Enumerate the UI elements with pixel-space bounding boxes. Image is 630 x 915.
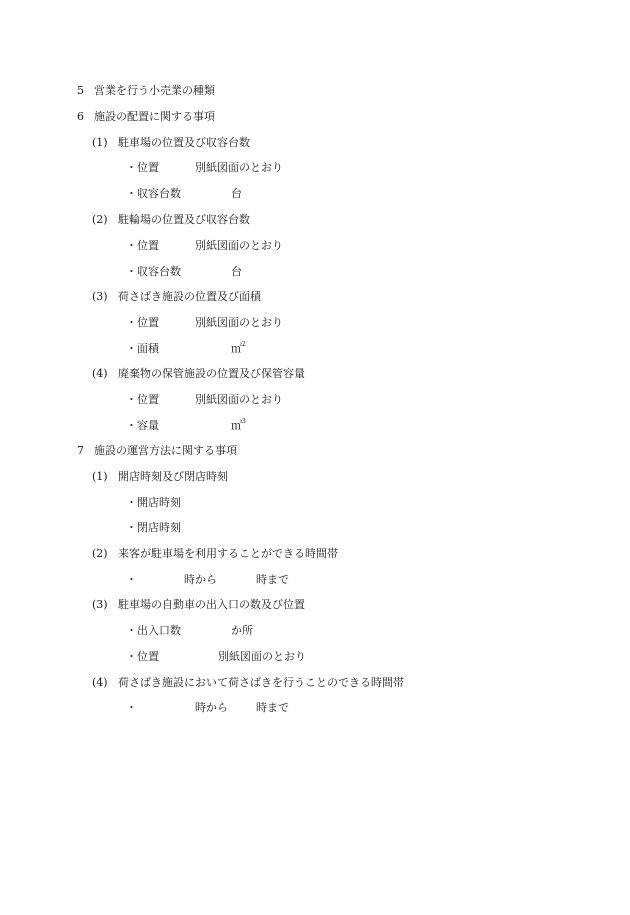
subsection-title: 駐車場の自動車の出入口の数及び位置 <box>118 598 305 611</box>
item-value: 別紙図面のとおり <box>195 393 283 406</box>
subsection-title: 荷さばき施設において荷さばきを行うことのできる時間帯 <box>118 676 404 689</box>
item-value: 別紙図面のとおり <box>218 650 306 663</box>
section-number: 5 <box>77 84 84 97</box>
item-bullet: ・ <box>126 701 137 714</box>
item-label: ・出入口数 <box>126 624 181 637</box>
section-number: 6 <box>77 110 84 123</box>
item-unit: 台 <box>231 265 242 278</box>
subsection-number: (4) <box>92 367 108 380</box>
item-label: ・容量 <box>126 419 159 432</box>
subsection-title: 駐輪場の位置及び収容台数 <box>118 213 250 226</box>
item-value: 別紙図面のとおり <box>195 161 283 174</box>
item-to: 時まで <box>256 573 289 586</box>
item-unit: か所 <box>231 624 253 637</box>
item-label: ・位置 <box>126 393 159 406</box>
item-label: ・位置 <box>126 650 159 663</box>
item-label: ・位置 <box>126 239 159 252</box>
subsection-title: 廃棄物の保管施設の位置及び保管容量 <box>118 367 305 380</box>
item-unit: ㎥$^3$ <box>231 418 246 432</box>
subsection-number: (4) <box>92 676 108 689</box>
subsection-number: (1) <box>92 136 108 149</box>
item-to: 時まで <box>256 701 289 714</box>
item-bullet: ・ <box>126 573 137 586</box>
subsection-number: (2) <box>92 213 108 226</box>
subsection-title: 荷さばき施設の位置及び面積 <box>118 290 261 303</box>
item-label: ・位置 <box>126 161 159 174</box>
section-title: 営業を行う小売業の種類 <box>94 84 215 97</box>
subsection-title: 開店時刻及び閉店時刻 <box>118 470 228 483</box>
section-title: 施設の運営方法に関する事項 <box>94 444 237 457</box>
subsection-title: 駐車場の位置及び収容台数 <box>118 136 250 149</box>
item-label: ・位置 <box>126 316 159 329</box>
subsection-title: 来客が駐車場を利用することができる時間帯 <box>118 547 338 560</box>
subsection-number: (2) <box>92 547 108 560</box>
section-title: 施設の配置に関する事項 <box>94 110 215 123</box>
subsection-number: (3) <box>92 598 108 611</box>
item-label: ・開店時刻 <box>126 496 181 509</box>
item-value: 別紙図面のとおり <box>195 239 283 252</box>
item-label: ・収容台数 <box>126 187 181 200</box>
subsection-number: (1) <box>92 470 108 483</box>
section-number: 7 <box>77 444 84 457</box>
item-from: 時から <box>195 701 228 714</box>
subsection-number: (3) <box>92 290 108 303</box>
item-from: 時から <box>184 573 217 586</box>
item-value: 別紙図面のとおり <box>195 316 283 329</box>
item-label: ・収容台数 <box>126 265 181 278</box>
item-unit: ㎡$^2$ <box>231 341 246 355</box>
item-label: ・面積 <box>126 342 159 355</box>
item-label: ・閉店時刻 <box>126 521 181 534</box>
item-unit: 台 <box>231 187 242 200</box>
